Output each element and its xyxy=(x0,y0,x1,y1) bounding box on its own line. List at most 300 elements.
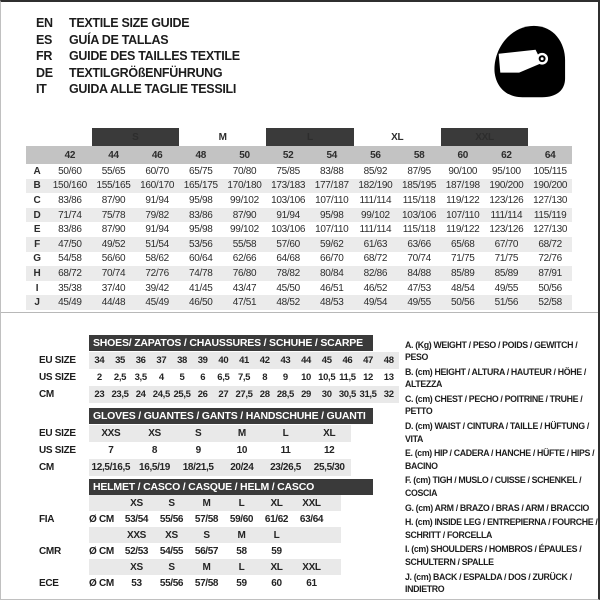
size-value: 7,5 xyxy=(237,372,251,383)
size-value: 54/55 xyxy=(159,545,184,557)
size-label: L xyxy=(238,497,245,509)
measurement-cell: 57/60 xyxy=(266,237,310,252)
measurement-legend xyxy=(405,339,600,598)
measurement-cell: 173/183 xyxy=(266,179,310,194)
measurement-cell: 170/180 xyxy=(223,179,267,194)
measurement-cell: 90/100 xyxy=(448,165,478,177)
measurement-cell: 37/40 xyxy=(101,282,126,294)
size-value: 39 xyxy=(197,355,208,366)
measurement-cell: 95/98 xyxy=(189,224,213,236)
measurement-cell: 55/65 xyxy=(101,165,126,177)
legend-item: F. (cm) TIGH / MUSLO / CUISSE / SCHENKEL / COSCIA xyxy=(405,475,582,498)
measurement-cell: 71/74 xyxy=(48,208,92,223)
size-label: XXL xyxy=(302,497,321,509)
measurement-cell: 45/50 xyxy=(276,282,300,294)
row-letter: E xyxy=(33,224,41,236)
measurement-cell: 46/52 xyxy=(363,282,388,294)
size-cells xyxy=(119,559,329,575)
size-value: 53/54 xyxy=(124,513,149,525)
measurement-cell: 83/86 xyxy=(179,208,223,223)
row-label: US SIZE xyxy=(39,445,76,456)
measurement-cell: 68/72 xyxy=(528,237,572,252)
measurement-cell: 91/94 xyxy=(145,194,169,206)
measurement-cell: 87/91 xyxy=(528,266,572,281)
guide-title: GUIDA ALLE TAGLIE TESSILI xyxy=(69,82,237,96)
language-title-block xyxy=(36,15,240,98)
size-group-s: S xyxy=(92,128,179,146)
size-col-header: 56 xyxy=(354,146,398,164)
size-value: 48 xyxy=(383,355,394,366)
measurement-cell: 75/78 xyxy=(92,208,136,223)
measurement-cell: 82/86 xyxy=(354,266,398,281)
size-value: 2,5 xyxy=(113,372,127,383)
size-value: 25,5/30 xyxy=(313,462,345,473)
size-value: 25,5 xyxy=(173,389,191,400)
row-letter: D xyxy=(26,208,48,223)
measurement-cell: 72/76 xyxy=(135,266,179,281)
standard-label: ECE xyxy=(39,577,59,589)
measurement-row-i xyxy=(26,281,572,296)
size-value: 12 xyxy=(323,445,335,456)
measurement-cell: 49/55 xyxy=(397,295,441,310)
size-col-header: 50 xyxy=(223,146,267,164)
measurement-cell: 64/68 xyxy=(276,253,300,265)
row-letter: J xyxy=(26,295,48,310)
size-cells xyxy=(89,369,399,386)
shoes-table-title: SHOES/ ZAPATOS / CHAUSSURES / SCHUHE / SCARPE xyxy=(89,335,373,351)
measurement-cell: 71/75 xyxy=(494,253,519,265)
size-value: 24,5 xyxy=(152,389,170,400)
measurement-cell: 79/82 xyxy=(135,208,179,223)
size-value: 55/56 xyxy=(159,577,184,589)
size-label: XL xyxy=(270,497,283,509)
measurement-cell: 85/89 xyxy=(441,266,485,281)
size-value: 41 xyxy=(239,355,249,366)
measurement-cell: 87/95 xyxy=(407,165,431,177)
measurement-cell: 99/102 xyxy=(230,224,259,236)
measurement-cell: 119/122 xyxy=(446,194,480,206)
size-value: 3,5 xyxy=(134,372,147,383)
measurement-row-b xyxy=(26,179,572,194)
measurement-cell: 46/50 xyxy=(179,295,223,310)
size-label: S xyxy=(203,529,210,541)
measurement-cell: 107/110 xyxy=(315,194,349,206)
size-value: 32 xyxy=(383,389,394,400)
measurement-cell: 61/63 xyxy=(354,237,398,252)
size-value: 35 xyxy=(115,355,125,366)
language-code: IT xyxy=(36,82,47,96)
size-cells xyxy=(89,459,351,476)
size-value: 59/60 xyxy=(229,513,254,525)
measurement-cell: 55/58 xyxy=(223,237,267,252)
language-code: DE xyxy=(36,65,53,80)
language-code: ES xyxy=(36,32,53,47)
section-divider xyxy=(1,312,600,313)
measurement-cell: 70/74 xyxy=(407,253,431,265)
size-value: 4 xyxy=(158,372,164,383)
language-row xyxy=(36,48,240,65)
size-value: 2 xyxy=(96,372,102,383)
legend-item: A. (Kg) WEIGHT / PESO / POIDS / GEWITCH / PESO xyxy=(405,340,578,363)
row-letter: I xyxy=(35,282,39,294)
size-label: M xyxy=(202,561,211,573)
main-size-table xyxy=(26,128,572,310)
size-group-xl: XL xyxy=(391,131,404,143)
measurement-cell: 177/187 xyxy=(310,179,354,194)
language-row xyxy=(36,81,240,98)
measurement-cell: 70/74 xyxy=(92,266,136,281)
standard-label: CMR xyxy=(39,545,61,557)
measurement-cell: 78/82 xyxy=(266,266,310,281)
measurement-cell: 127/130 xyxy=(533,194,568,206)
measurement-cell: 95/98 xyxy=(310,208,354,223)
language-row xyxy=(36,65,240,82)
size-value: M xyxy=(237,428,246,439)
measurement-cell: 160/170 xyxy=(135,179,179,194)
measurement-cell: 91/94 xyxy=(266,208,310,223)
size-value: XXS xyxy=(101,428,121,439)
measurement-cell: 54/58 xyxy=(58,253,82,265)
size-group-m: M xyxy=(218,131,227,143)
measurement-cell: 48/54 xyxy=(450,282,475,294)
measurement-cell: 48/53 xyxy=(310,295,354,310)
measurement-cell: 51/56 xyxy=(485,295,529,310)
size-value: 37 xyxy=(156,355,167,366)
measurement-cell: 91/94 xyxy=(145,224,169,236)
guide-title: TEXTILGRÖßENFÜHRUNG xyxy=(69,65,223,80)
legend-item: H. (cm) INSIDE LEG / ENTREPIERNA / FOURCHE / SCHRITT / FORCELLA xyxy=(405,517,598,540)
size-value: 23,5 xyxy=(111,389,129,400)
size-value: S xyxy=(195,428,202,439)
size-value: 18/21,5 xyxy=(182,462,214,473)
measurement-cell: 119/122 xyxy=(446,224,480,236)
size-value: 46 xyxy=(342,355,353,366)
measurement-cell: 58/62 xyxy=(145,253,169,265)
measurement-cell: 76/80 xyxy=(223,266,267,281)
measurement-cell: 111/114 xyxy=(485,208,529,223)
measurement-cell: 49/54 xyxy=(354,295,398,310)
size-value: 63/64 xyxy=(299,513,324,525)
measurement-row-d xyxy=(26,208,572,223)
size-value: 30 xyxy=(321,389,332,400)
measurement-cell: 87/90 xyxy=(223,208,267,223)
size-col-header: 64 xyxy=(528,146,572,164)
guide-title: GUIDE DES TAILLES TEXTILE xyxy=(69,49,240,63)
measurement-cell: 111/114 xyxy=(359,224,392,236)
measurement-cell: 56/60 xyxy=(101,253,126,265)
size-value: 12,5/16,5 xyxy=(91,462,131,473)
measurement-cell: 115/118 xyxy=(402,194,436,206)
size-label: XXL xyxy=(302,561,321,573)
guide-title: GUÍA DE TALLAS xyxy=(69,32,169,47)
helmet-table-title: HELMET / CASCO / CASQUE / HELM / CASCO xyxy=(89,479,373,495)
measurement-cell: 66/70 xyxy=(320,253,344,265)
measurement-cell: 44/48 xyxy=(92,295,136,310)
size-value: 59 xyxy=(236,577,247,589)
size-value: 27 xyxy=(218,389,229,400)
gloves-table-title: GLOVES / GUANTES / GANTS / HANDSCHUHE / GUANTI xyxy=(89,408,373,424)
size-value: 27,5 xyxy=(235,389,253,400)
measurement-row-a xyxy=(26,164,572,179)
size-value: 11,5 xyxy=(339,372,356,383)
measurement-cell: 71/75 xyxy=(450,253,475,265)
size-group-row xyxy=(26,128,572,146)
measurement-row-h xyxy=(26,266,572,281)
size-value: 43 xyxy=(280,355,291,366)
measurement-cell: 155/165 xyxy=(92,179,136,194)
size-col-header: 44 xyxy=(92,146,136,164)
measurement-cell: 103/106 xyxy=(397,208,441,223)
size-group-l: L xyxy=(266,128,353,146)
row-letter: C xyxy=(33,194,41,206)
size-value: 34 xyxy=(94,355,105,366)
size-value: 20/24 xyxy=(230,462,254,473)
language-code: EN xyxy=(36,16,53,30)
row-label: CM xyxy=(39,389,54,400)
measurement-cell: 60/64 xyxy=(189,253,213,265)
language-row xyxy=(36,15,240,32)
measurement-cell: 95/100 xyxy=(491,165,521,177)
size-value: 26 xyxy=(197,389,208,400)
size-value: 29 xyxy=(301,389,311,400)
measurement-cell: 123/126 xyxy=(489,194,524,206)
size-label: S xyxy=(168,561,175,573)
measurement-cell: 70/80 xyxy=(232,165,257,177)
measurement-cell: 48/52 xyxy=(266,295,310,310)
measurement-cell: 52/58 xyxy=(528,295,572,310)
measurement-cell: 150/160 xyxy=(48,179,92,194)
measurement-cell: 107/110 xyxy=(315,224,349,236)
measurement-cell: 99/102 xyxy=(354,208,398,223)
measurement-cell: 115/118 xyxy=(402,224,436,236)
row-label: EU SIZE xyxy=(39,428,76,439)
measurement-cell: 49/52 xyxy=(92,237,136,252)
measurement-cell: 50/56 xyxy=(538,282,562,294)
size-value: XS xyxy=(148,428,161,439)
size-value: 57/58 xyxy=(194,513,219,525)
size-value: 23/26,5 xyxy=(270,462,301,473)
measurement-cell: 45/49 xyxy=(135,295,179,310)
measurement-cell: 68/72 xyxy=(48,266,92,281)
measurement-cell: 67/70 xyxy=(485,237,529,252)
row-letter: A xyxy=(33,165,41,177)
size-value: XL xyxy=(323,428,336,439)
size-value: 61/62 xyxy=(264,513,289,525)
measurement-cell: 107/110 xyxy=(441,208,485,223)
size-cells xyxy=(89,352,399,369)
measurement-row-j xyxy=(26,295,572,310)
measurement-cell: 50/60 xyxy=(58,165,82,177)
measurement-cell: 60/70 xyxy=(145,165,169,177)
helmet-icon xyxy=(488,18,570,106)
size-value: 12 xyxy=(363,372,373,383)
size-label: M xyxy=(202,497,211,509)
size-cells xyxy=(119,511,329,527)
measurement-cell: 165/175 xyxy=(179,179,223,194)
measurement-cell: 53/56 xyxy=(179,237,223,252)
size-value: 10,5 xyxy=(318,372,336,383)
size-label: S xyxy=(168,497,175,509)
size-cells xyxy=(119,543,294,559)
measurement-cell: 85/92 xyxy=(363,165,388,177)
row-letter: H xyxy=(26,266,48,281)
diameter-unit-label: Ø CM xyxy=(89,513,114,525)
size-value: 52/53 xyxy=(124,545,149,557)
measurement-cell: 80/84 xyxy=(310,266,354,281)
legend-item: C. (cm) CHEST / PECHO / POITRINE / TRUHE / PETTO xyxy=(405,394,583,417)
size-value: 5 xyxy=(179,372,185,383)
measurement-cell: 50/56 xyxy=(441,295,485,310)
measurement-cell: 84/88 xyxy=(397,266,441,281)
measurement-cell: 111/114 xyxy=(359,194,392,206)
size-value: 13 xyxy=(383,372,394,383)
size-cells xyxy=(119,495,329,511)
size-value: 55/56 xyxy=(159,513,184,525)
measurement-cell: 95/98 xyxy=(189,194,213,206)
legend-item: E. (cm) HIP / CADERA / HANCHE / HÜFTE / HIPS / BACINO xyxy=(405,448,595,471)
row-letter: F xyxy=(26,237,48,252)
size-value: 28,5 xyxy=(276,389,294,400)
row-label: CM xyxy=(39,462,54,473)
measurement-cell: 43/47 xyxy=(232,282,257,294)
corner-cell xyxy=(26,146,48,164)
size-value: 8 xyxy=(262,372,268,383)
size-value: 10 xyxy=(301,372,311,383)
size-col-header: 48 xyxy=(179,146,223,164)
measurement-cell: 85/89 xyxy=(485,266,529,281)
legend-item: B. (cm) HEIGHT / ALTURA / HAUTEUR / HÖHE / ALTEZZA xyxy=(405,367,586,390)
size-value: 11 xyxy=(280,445,291,456)
size-group-xxl: XXL xyxy=(441,128,528,146)
size-col-header: 46 xyxy=(135,146,179,164)
row-label: EU SIZE xyxy=(39,355,76,366)
size-value: 24 xyxy=(135,389,146,400)
size-cells xyxy=(119,575,329,591)
row-letter: B xyxy=(26,179,48,194)
measurement-cell: 62/66 xyxy=(232,253,257,265)
size-value: 8 xyxy=(151,445,158,456)
size-value: 53 xyxy=(131,577,142,589)
measurement-row-f xyxy=(26,237,572,252)
size-value: 42 xyxy=(259,355,270,366)
size-label: L xyxy=(273,529,280,541)
size-value: 59 xyxy=(271,545,282,557)
size-col-header: 42 xyxy=(48,146,92,164)
measurement-cell: 185/195 xyxy=(397,179,441,194)
measurement-cell: 87/90 xyxy=(101,194,126,206)
measurement-row-c xyxy=(26,193,572,208)
measurement-cell: 46/51 xyxy=(320,282,344,294)
size-value: L xyxy=(282,428,289,439)
measurement-cell: 103/106 xyxy=(271,194,306,206)
measurement-cell: 65/75 xyxy=(189,165,213,177)
size-value: 16,5/19 xyxy=(139,462,170,473)
legend-item: G. (cm) ARM / BRAZO / BRAS / ARM / BRACCIO xyxy=(405,502,590,513)
diameter-unit-label: Ø CM xyxy=(89,577,114,589)
size-value: 47 xyxy=(363,355,373,366)
size-value: 30,5 xyxy=(338,389,356,400)
size-value: 40 xyxy=(218,355,229,366)
standard-label: FIA xyxy=(39,513,55,525)
size-label: XXS xyxy=(127,529,146,541)
language-code: FR xyxy=(36,49,53,63)
size-value: 6,5 xyxy=(217,372,230,383)
measurement-cell: 68/72 xyxy=(363,253,388,265)
measurement-cell: 35/38 xyxy=(58,282,82,294)
size-value: 57/58 xyxy=(194,577,219,589)
size-value: 58 xyxy=(236,545,247,557)
measurement-cell: 99/102 xyxy=(230,194,259,206)
size-col-header: 54 xyxy=(310,146,354,164)
legend-item: D. (cm) WAIST / CINTURA / TAILLE / HÜFTUNG / VITA xyxy=(405,421,589,444)
measurement-cell: 63/66 xyxy=(397,237,441,252)
measurement-cell: 49/55 xyxy=(494,282,519,294)
size-label: XL xyxy=(270,561,283,573)
measurement-cell: 65/68 xyxy=(441,237,485,252)
measurement-cell: 87/90 xyxy=(101,224,126,236)
measurement-cell: 47/50 xyxy=(48,237,92,252)
size-cells xyxy=(89,425,351,442)
size-group-empty xyxy=(528,128,572,146)
measurement-cell: 74/78 xyxy=(179,266,223,281)
measurement-cell: 83/88 xyxy=(320,165,344,177)
measurement-cell: 47/53 xyxy=(407,282,431,294)
measurement-cell: 103/106 xyxy=(271,224,306,236)
size-col-header: 62 xyxy=(485,146,529,164)
size-label: XS xyxy=(130,561,143,573)
size-group-empty xyxy=(48,128,92,146)
measurement-cell: 59/62 xyxy=(310,237,354,252)
measurement-cell: 83/86 xyxy=(58,224,82,236)
size-col-header: 52 xyxy=(266,146,310,164)
measurement-cell: 47/51 xyxy=(223,295,267,310)
size-col-header: 58 xyxy=(397,146,441,164)
language-row xyxy=(36,32,240,49)
measurement-cell: 39/42 xyxy=(145,282,169,294)
legend-item: I. (cm) SHOULDERS / HOMBROS / ÉPAULES / SCHULTERN / SPALLE xyxy=(405,544,582,567)
size-label: M xyxy=(237,529,246,541)
size-value: 7 xyxy=(108,445,114,456)
measurement-row-g xyxy=(26,252,572,267)
legend-item: J. (cm) BACK / ESPALDA / DOS / ZURÜCK / INDIETRO xyxy=(405,571,572,594)
measurement-cell: 45/49 xyxy=(48,295,92,310)
size-cells xyxy=(89,442,351,459)
measurement-cell: 115/119 xyxy=(528,208,572,223)
measurement-cell: 123/126 xyxy=(489,224,524,236)
measurement-cell: 187/198 xyxy=(441,179,485,194)
size-label: L xyxy=(238,561,245,573)
measurement-cell: 182/190 xyxy=(354,179,398,194)
measurement-cell: 75/85 xyxy=(276,165,300,177)
size-value: 61 xyxy=(306,577,317,589)
measurement-cell: 41/45 xyxy=(189,282,213,294)
size-value: 23 xyxy=(94,389,105,400)
size-cells xyxy=(119,527,294,543)
measurement-cell: 72/76 xyxy=(538,253,562,265)
size-value: 45 xyxy=(321,355,332,366)
size-value: 9 xyxy=(282,372,288,383)
size-value: 38 xyxy=(177,355,187,366)
guide-title: TEXTILE SIZE GUIDE xyxy=(69,16,190,30)
measurement-cell: 51/54 xyxy=(135,237,179,252)
measurement-cell: 105/115 xyxy=(533,165,567,177)
size-label: XS xyxy=(130,497,143,509)
size-value: 10 xyxy=(236,445,248,456)
size-value: 9 xyxy=(195,445,201,456)
numeric-size-row xyxy=(26,146,572,164)
size-value: 31,5 xyxy=(359,389,377,400)
size-value: 60 xyxy=(271,577,282,589)
